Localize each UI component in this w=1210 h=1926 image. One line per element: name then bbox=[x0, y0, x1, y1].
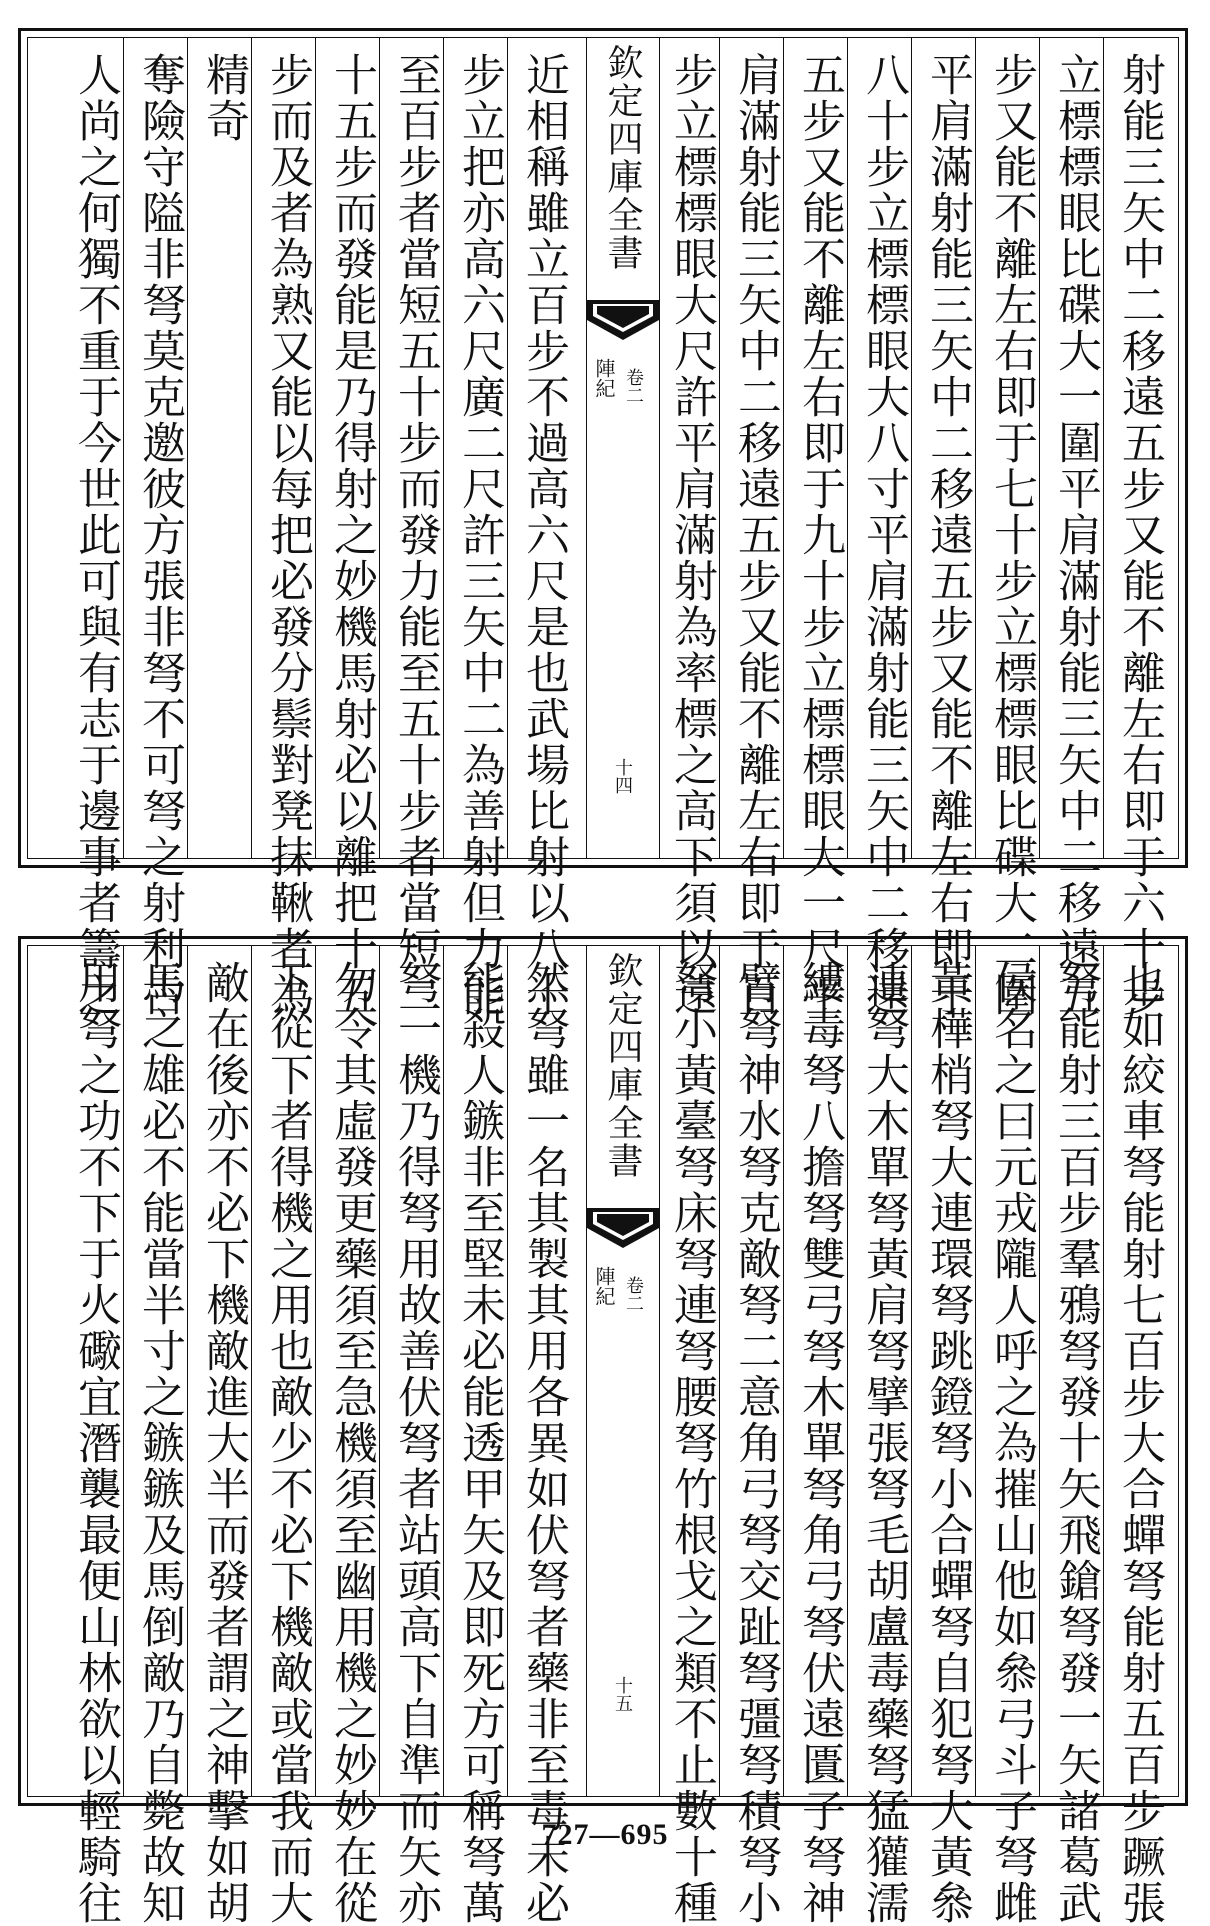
text-column: 步又能不離左右即于七十步立標標眼比碟大二圍 bbox=[986, 52, 1037, 1018]
text-column: 近相稱雖立百步不過高六尺是也武場比射以八十 bbox=[518, 52, 569, 1018]
column-rule bbox=[719, 38, 720, 858]
text-column: 弩一機乃得弩用故善伏弩者站頭高下自準而矢亦 bbox=[390, 960, 441, 1926]
column-rule bbox=[847, 946, 848, 1796]
gutter-chapter: 陣紀 bbox=[592, 358, 616, 398]
column-rule bbox=[187, 38, 188, 858]
column-rule bbox=[783, 946, 784, 1796]
text-column: 肩滿射能三矢中二移遠五步又能不離左右即于百 bbox=[730, 52, 781, 1018]
text-column: 十五步而發能是乃得射之妙機馬射必以離把十五 bbox=[326, 52, 377, 1018]
column-rule bbox=[1103, 38, 1104, 858]
volume-page-number: 727—695 bbox=[541, 1818, 669, 1851]
text-column: 也如絞車弩能射七百步大合蟬弩能射五百步蹶張 bbox=[1114, 960, 1165, 1926]
text-column: 敵在後亦不必下機敵進大半而發者謂之神擊如胡 bbox=[198, 960, 249, 1926]
column-rule bbox=[443, 946, 444, 1796]
text-column: 馬之雄必不能當半寸之鏃鏃及馬倒敵乃自斃故知 bbox=[134, 960, 185, 1926]
column-rule bbox=[975, 38, 976, 858]
text-column: 步立把亦高六尺廣二尺許三矢中二為善射但力能 bbox=[454, 52, 505, 1018]
text-column: 五步又能不離左右即于九十步立標標眼大一尺平 bbox=[794, 52, 845, 1018]
text-column: 弩小黃臺弩床弩連弩腰弩竹根戈之類不止數十種 bbox=[666, 960, 717, 1926]
top-page-frame bbox=[27, 37, 1179, 1018]
text-column: 臂弩神水弩克敵弩二意角弓弩交趾弩彊弩積弩小 bbox=[730, 960, 781, 1926]
text-column: 侯名之曰元戎隴人呼之為摧山他如叅弓斗子弩雌 bbox=[986, 960, 1037, 1926]
text-column: 然弩雖一名其製其用各異如伏弩者藥非至毒未必 bbox=[518, 960, 569, 1926]
text-column: 步而及者為熟又能以每把必發分鬃對凳抹鞦者為 bbox=[262, 52, 313, 1018]
column-rule bbox=[507, 946, 508, 1796]
column-rule bbox=[251, 946, 252, 1796]
text-column: 連弩大木單弩黃肩弩擘張弩毛胡盧毒藥弩猛獾濡 bbox=[858, 960, 909, 1926]
column-rule bbox=[123, 946, 124, 1796]
gutter-volume: 卷二 bbox=[623, 368, 644, 404]
text-column: 八十步立標標眼大八寸平肩滿射能三矢中二移遠 bbox=[858, 52, 909, 1018]
column-rule bbox=[443, 38, 444, 858]
text-column: 縷毒弩八擔弩雙弓弩木單弩角弓弩伏遠匱子弩神 bbox=[794, 960, 845, 1926]
page-gutter bbox=[586, 946, 660, 1796]
top-page bbox=[18, 28, 1188, 1018]
column-rule bbox=[507, 38, 508, 858]
text-column: 精奇 bbox=[198, 52, 249, 144]
text-column: 步立標標眼大尺許平肩滿射為率標之高下須以遠 bbox=[666, 52, 717, 1018]
gutter-title: 欽定四庫全書 bbox=[602, 952, 643, 1180]
column-rule bbox=[783, 38, 784, 858]
column-rule bbox=[251, 38, 252, 858]
gutter-title: 欽定四庫全書 bbox=[602, 44, 643, 272]
column-rule bbox=[123, 38, 124, 858]
column-rule bbox=[1039, 38, 1040, 858]
column-rule bbox=[315, 946, 316, 1796]
column-rule bbox=[911, 946, 912, 1796]
gutter-page-number: 十四 bbox=[612, 758, 633, 794]
text-column: 射能三矢中二移遠五步又能不離左右即于六十步 bbox=[1114, 52, 1165, 1018]
column-rule bbox=[187, 946, 188, 1796]
text-column: 弩能射三百步羣鴉弩發十矢飛鎗弩發一矢諸葛武 bbox=[1050, 960, 1101, 1926]
column-rule bbox=[911, 38, 912, 858]
column-rule bbox=[315, 38, 316, 858]
column-rule bbox=[1103, 946, 1104, 1796]
fishtail-mark-icon bbox=[587, 1208, 659, 1252]
gutter-page-number: 十五 bbox=[612, 1676, 633, 1712]
column-rule bbox=[379, 38, 380, 858]
column-rule bbox=[379, 946, 380, 1796]
text-column: 黃樺梢弩大連環弩跳鐙弩小合蟬弩自犯弩大黃叅 bbox=[922, 960, 973, 1926]
fishtail-mark-icon bbox=[587, 300, 659, 344]
text-column: 奪險守隘非弩莫克邀彼方張非弩不可弩之射利古 bbox=[134, 52, 185, 1018]
column-rule bbox=[975, 946, 976, 1796]
text-column: 立標標眼比碟大一圍平肩滿射能三矢中二移遠五 bbox=[1050, 52, 1101, 1018]
text-column: 用弩之功不下于火礮宜潛襲最便山林欲以輕騎往 bbox=[70, 960, 121, 1926]
column-rule bbox=[719, 946, 720, 1796]
column-rule bbox=[1039, 946, 1040, 1796]
gutter-volume: 卷二 bbox=[623, 1276, 644, 1312]
text-column: 人尚之何獨不重于今世此可與有志于邊事者籌之 bbox=[70, 52, 121, 1018]
text-column: 下從下者得機之用也敵少不必下機敵或當我而大 bbox=[262, 960, 313, 1926]
page-gutter bbox=[586, 38, 660, 858]
text-column: 能殺人鏃非至堅未必能透甲矢及即死方可稱弩萬 bbox=[454, 960, 505, 1926]
column-rule bbox=[847, 38, 848, 858]
text-column: 勿令其虛發更藥須至急機須至幽用機之妙妙在從 bbox=[326, 960, 377, 1926]
text-column: 至百步者當短五十步而發力能至五十步者當短二 bbox=[390, 52, 441, 1018]
gutter-chapter: 陣紀 bbox=[592, 1266, 616, 1306]
text-column: 平肩滿射能三矢中二移遠五步又能不離左右即于 bbox=[922, 52, 973, 1018]
